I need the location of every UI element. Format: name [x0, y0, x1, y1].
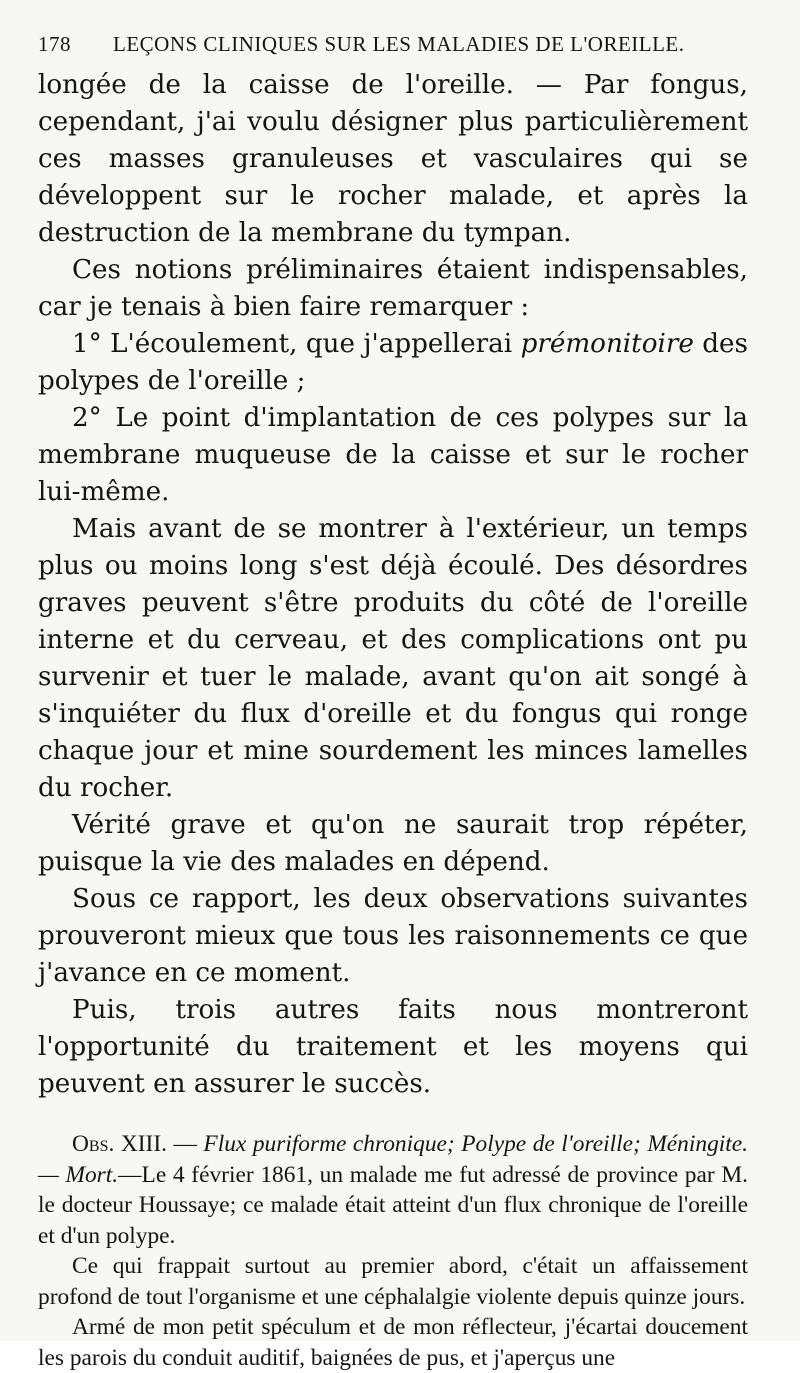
observation-label: Obs. XIII.: [72, 1131, 167, 1157]
paragraph: Ces notions préliminaires étaient indispensables, car je tenais à bien faire remarquer :: [38, 255, 748, 322]
separator: —: [166, 1131, 204, 1157]
separator: —: [118, 1161, 142, 1188]
observation-paragraph: Ce qui frappait surtout au premier abord, c'était un affaissement profond de tout l'organisme et une céphalalgie violente depuis quinze jours.: [38, 1253, 748, 1310]
page-number: 178: [38, 32, 71, 56]
list-item-1-text-end: des polypes de l'oreille ;: [38, 329, 748, 396]
observation-section: [38, 1129, 748, 1373]
observation-heading-paragraph: [38, 1129, 748, 1251]
running-title: LEÇONS CLINIQUES SUR LES MALADIES DE L'OREILLE.: [113, 32, 685, 56]
list-item-1: [38, 326, 748, 400]
main-text: [38, 67, 748, 1103]
paragraph-continuation: longée de la caisse de l'oreille. — Par fongus, cependant, j'ai voulu désigner plus particulièrement ces masses granuleuses et vasculaires qui se développent sur le rocher malade, et après la destruction de la membrane du tympan.: [38, 70, 748, 248]
paragraph: Puis, trois autres faits nous montreront l'opportunité du traitement et les moyens qui peuvent en assurer le succès.: [38, 995, 748, 1099]
paragraph: Sous ce rapport, les deux observations suivantes prouveront mieux que tous les raisonnements ce que j'avance en ce moment.: [38, 884, 748, 988]
observation-paragraph: Armé de mon petit spéculum et de mon réflecteur, j'écartai doucement les parois du conduit auditif, baignées de pus, et j'aperçus une: [38, 1314, 748, 1371]
paragraph: Vérité grave et qu'on ne saurait trop répéter, puisque la vie des malades en dépend.: [38, 810, 748, 877]
list-item-1-text-start: 1° L'écoulement, que j'appellerai: [72, 329, 521, 359]
observation-text: Le 4 février 1861, un malade me fut adressé de province par M. le docteur Houssaye; ce malade était atteint d'un flux chronique de l'oreille et d'un polype.: [38, 1161, 749, 1249]
emphasized-word: prémonitoire: [520, 329, 694, 359]
running-head: [38, 32, 748, 57]
observation-title: Flux puriforme chronique; Polype de l'oreille; Méningite.— Mort.: [38, 1131, 748, 1188]
list-item-2: 2° Le point d'implantation de ces polypes sur la membrane muqueuse de la caisse et sur le rocher lui-même.: [38, 403, 748, 507]
paragraph: Mais avant de se montrer à l'extérieur, un temps plus ou moins long s'est déjà écoulé. Des désordres graves peuvent s'être produits du côté de l'oreille interne et du cerveau, et des complications ont pu survenir et tuer le malade, avant qu'on ait songé à s'inquiéter du flux d'oreille et du fongus qui ronge chaque jour et mine sourdement les minces lamelles du rocher.: [38, 514, 748, 803]
